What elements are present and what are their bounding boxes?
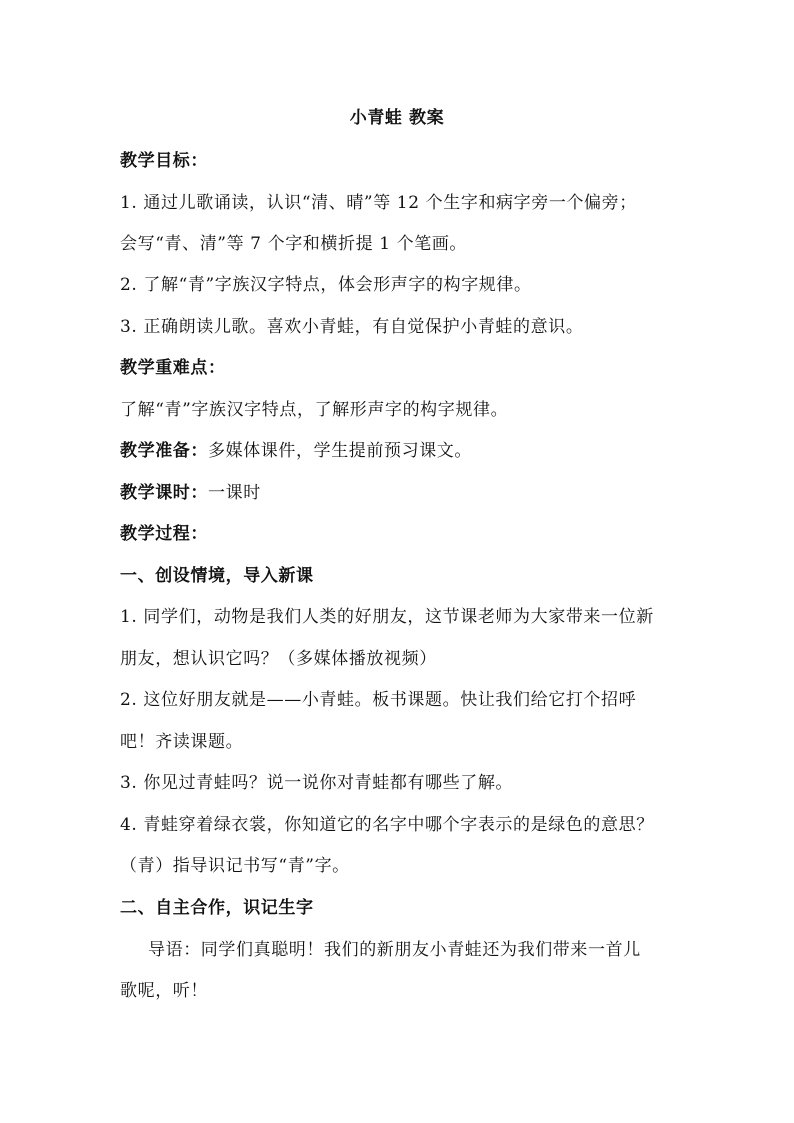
key-points-text: 了解“青”字族汉字特点，了解形声字的构字规律。 — [120, 400, 509, 420]
s1-item-1-line-1: 1. 同学们，动物是我们人类的好朋友，这节课老师为大家带来一位新 — [120, 607, 654, 627]
objective-2: 2. 了解“青”字族汉字特点，体会形声字的构字规律。 — [120, 275, 532, 295]
s2-intro-line-2: 歌呢，听！ — [120, 981, 208, 1001]
objective-1-line-2: 会写“青、清”等 7 个字和横折提 1 个笔画。 — [120, 234, 468, 254]
section-2-heading: 二、自主合作，识记生字 — [120, 898, 314, 918]
s1-item-2-line-1: 2. 这位好朋友就是——小青蛙。板书课题。快让我们给它打个招呼 — [120, 690, 637, 710]
s1-item-4-line-2: （青）指导识记书写“青”字。 — [120, 856, 350, 876]
document-title: 小青蛙 教案 — [349, 108, 445, 128]
class-hours-line — [120, 482, 690, 504]
preparation-text: 多媒体课件，学生提前预习课文。 — [208, 441, 472, 461]
section-1-heading: 一、创设情境，导入新课 — [120, 566, 314, 586]
key-points-heading: 教学重难点： — [120, 358, 226, 378]
s1-item-4-line-1: 4. 青蛙穿着绿衣裳，你知道它的名字中哪个字表示的是绿色的意思？ — [120, 815, 654, 835]
class-hours-label: 教学课时： — [120, 483, 208, 503]
preparation-label: 教学准备： — [120, 441, 208, 461]
class-hours-text: 一课时 — [208, 483, 261, 503]
s1-item-3: 3. 你见过青蛙吗？说一说你对青蛙都有哪些了解。 — [120, 773, 514, 793]
objective-3: 3. 正确朗读儿歌。喜欢小青蛙，有自觉保护小青蛙的意识。 — [120, 317, 584, 337]
s1-item-2-line-2: 吧！齐读课题。 — [120, 732, 244, 752]
s2-intro-line-1: 导语：同学们真聪明！我们的新朋友小青蛙还为我们带来一首儿 — [148, 940, 641, 960]
objective-1-line-1: 1. 通过儿歌诵读，认识“清、晴”等 12 个生字和病字旁一个偏旁； — [120, 193, 637, 213]
preparation-line — [120, 440, 690, 462]
process-heading: 教学过程： — [120, 524, 208, 544]
objectives-heading: 教学目标： — [120, 151, 208, 171]
s1-item-1-line-2: 朋友，想认识它吗？（多媒体播放视频） — [120, 649, 437, 669]
